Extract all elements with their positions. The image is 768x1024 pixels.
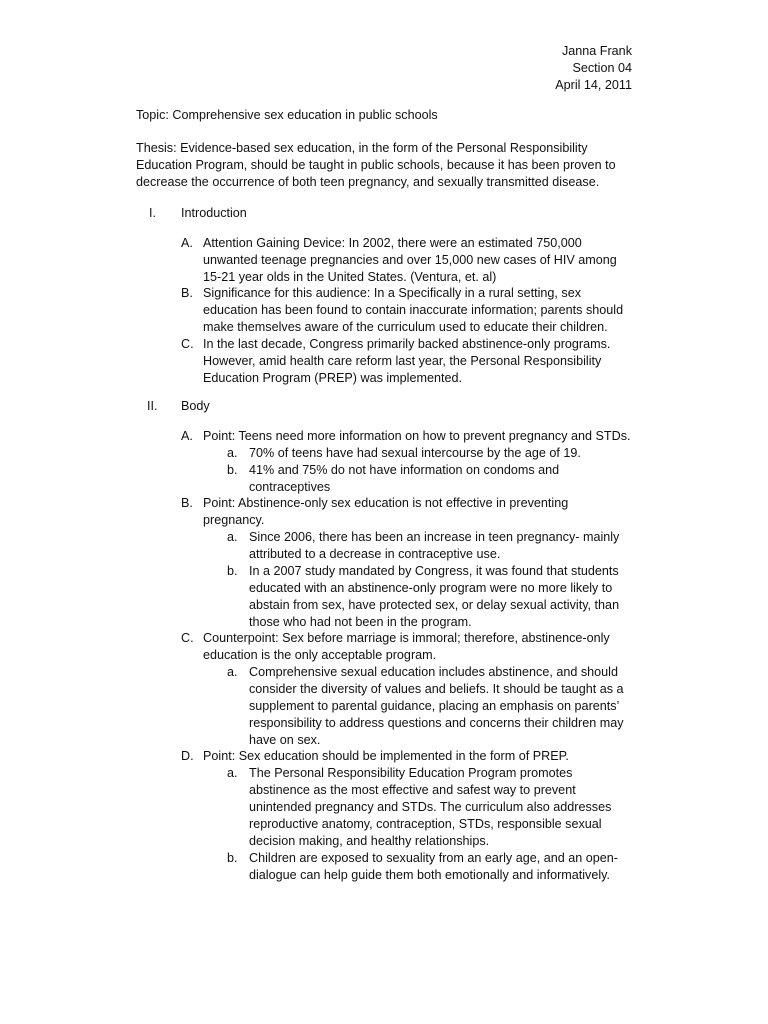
item-line: Education Program (PREP) was implemented.: [203, 371, 462, 385]
subitem-text: [249, 664, 624, 749]
item-line: In the last decade, Congress primarily backed abstinence-only programs.: [203, 337, 611, 351]
subitem-line: unintended pregnancy and STDs. The curriculum also addresses: [249, 800, 612, 814]
section-title: Body: [181, 399, 210, 413]
item-letter: B.: [181, 496, 193, 510]
subitem-line: Comprehensive sexual education includes abstinence, and should: [249, 665, 618, 679]
subitem-text: [249, 529, 619, 563]
item-text: [203, 235, 617, 286]
subitem-text: [249, 563, 619, 631]
subitem-line: The Personal Responsibility Education Program promotes: [249, 766, 573, 780]
subitem-line: supplement to parental guidance, placing an emphasis on parents’: [249, 699, 620, 713]
subitem-letter: b.: [227, 463, 238, 477]
item-line: Point: Teens need more information on how to prevent pregnancy and STDs.: [203, 429, 631, 443]
item-line: unwanted teenage pregnancies and over 15,000 new cases of HIV among: [203, 253, 617, 267]
subitem-line: abstinence as the most effective and safest way to prevent: [249, 783, 576, 797]
item-line: Significance for this audience: In a Specifically in a rural setting, sex: [203, 286, 582, 300]
item-letter: C.: [181, 631, 194, 645]
thesis-line: Thesis: Evidence-based sex education, in the form of the Personal Responsibility: [136, 141, 588, 155]
item-line: make themselves aware of the curriculum used to educate their children.: [203, 320, 608, 334]
section-title: Introduction: [181, 206, 247, 220]
thesis-line: decrease the occurrence of both teen pregnancy, and sexually transmitted disease.: [136, 175, 600, 189]
subitem-line: decision making, and healthy relationships.: [249, 834, 490, 848]
item-line: However, amid health care reform last year, the Personal Responsibility: [203, 354, 602, 368]
author-date: April 14, 2011: [555, 78, 632, 92]
item-text: [203, 748, 569, 765]
subitem-line: attributed to a decrease in contraceptive use.: [249, 547, 501, 561]
subitem-line: abstain from sex, have protected sex, or delay sexual activity, than: [249, 598, 620, 612]
subitem-line: contraceptives: [249, 480, 331, 494]
subitem-letter: a.: [227, 766, 238, 780]
subitem-text: [249, 765, 611, 850]
subitem-letter: a.: [227, 665, 238, 679]
subitem-letter: b.: [227, 851, 238, 865]
item-line: 15-21 year olds in the United States. (Ventura, et. al): [203, 270, 497, 284]
item-letter: D.: [181, 749, 194, 763]
subitem-line: dialogue can help guide them both emotionally and informatively.: [249, 868, 611, 882]
item-letter: A.: [181, 429, 193, 443]
item-line: Point: Sex education should be implemented in the form of PREP.: [203, 749, 569, 763]
item-text: [203, 495, 568, 529]
section-numeral: II.: [147, 399, 158, 413]
thesis-line: Education Program, should be taught in public schools, because it has been proven to: [136, 158, 616, 172]
subitem-line: responsibility to address questions and concerns their children may: [249, 716, 624, 730]
topic-line: Topic: Comprehensive sex education in public schools: [136, 108, 438, 122]
item-line: pregnancy.: [203, 513, 265, 527]
item-line: Attention Gaining Device: In 2002, there were an estimated 750,000: [203, 236, 582, 250]
item-line: education is the only acceptable program.: [203, 648, 437, 662]
subitem-text: [249, 462, 559, 496]
item-line: Point: Abstinence-only sex education is not effective in preventing: [203, 496, 569, 510]
subitem-letter: a.: [227, 446, 238, 460]
thesis-paragraph: [136, 140, 636, 191]
subitem-line: 70% of teens have had sexual intercourse by the age of 19.: [249, 446, 581, 460]
item-letter: B.: [181, 286, 193, 300]
subitem-line: educated with an abstinence-only program were no more likely to: [249, 581, 613, 595]
subitem-line: consider the diversity of values and beliefs. It should be taught as a: [249, 682, 624, 696]
item-text: [203, 336, 610, 387]
author-section: Section 04: [572, 61, 632, 75]
subitem-line: 41% and 75% do not have information on condoms and: [249, 463, 560, 477]
subitem-letter: a.: [227, 530, 238, 544]
item-line: Counterpoint: Sex before marriage is immoral; therefore, abstinence-only: [203, 631, 610, 645]
item-text: [203, 630, 610, 664]
subitem-line: Children are exposed to sexuality from an early age, and an open-: [249, 851, 618, 865]
subitem-line: those who had not been in the program.: [249, 615, 472, 629]
subitem-text: [249, 445, 581, 462]
subitem-line: have on sex.: [249, 733, 321, 747]
author-name: Janna Frank: [561, 44, 632, 58]
author-header: [555, 43, 632, 94]
item-text: [203, 428, 631, 445]
section-numeral: I.: [149, 206, 156, 220]
subitem-letter: b.: [227, 564, 238, 578]
subitem-line: In a 2007 study mandated by Congress, it was found that students: [249, 564, 619, 578]
item-letter: C.: [181, 337, 194, 351]
item-line: education has been found to contain inaccurate information; parents should: [203, 303, 624, 317]
item-text: [203, 285, 623, 336]
subitem-line: reproductive anatomy, contraception, STDs, responsible sexual: [249, 817, 602, 831]
subitem-line: Since 2006, there has been an increase in teen pregnancy- mainly: [249, 530, 620, 544]
item-letter: A.: [181, 236, 193, 250]
subitem-text: [249, 850, 618, 884]
